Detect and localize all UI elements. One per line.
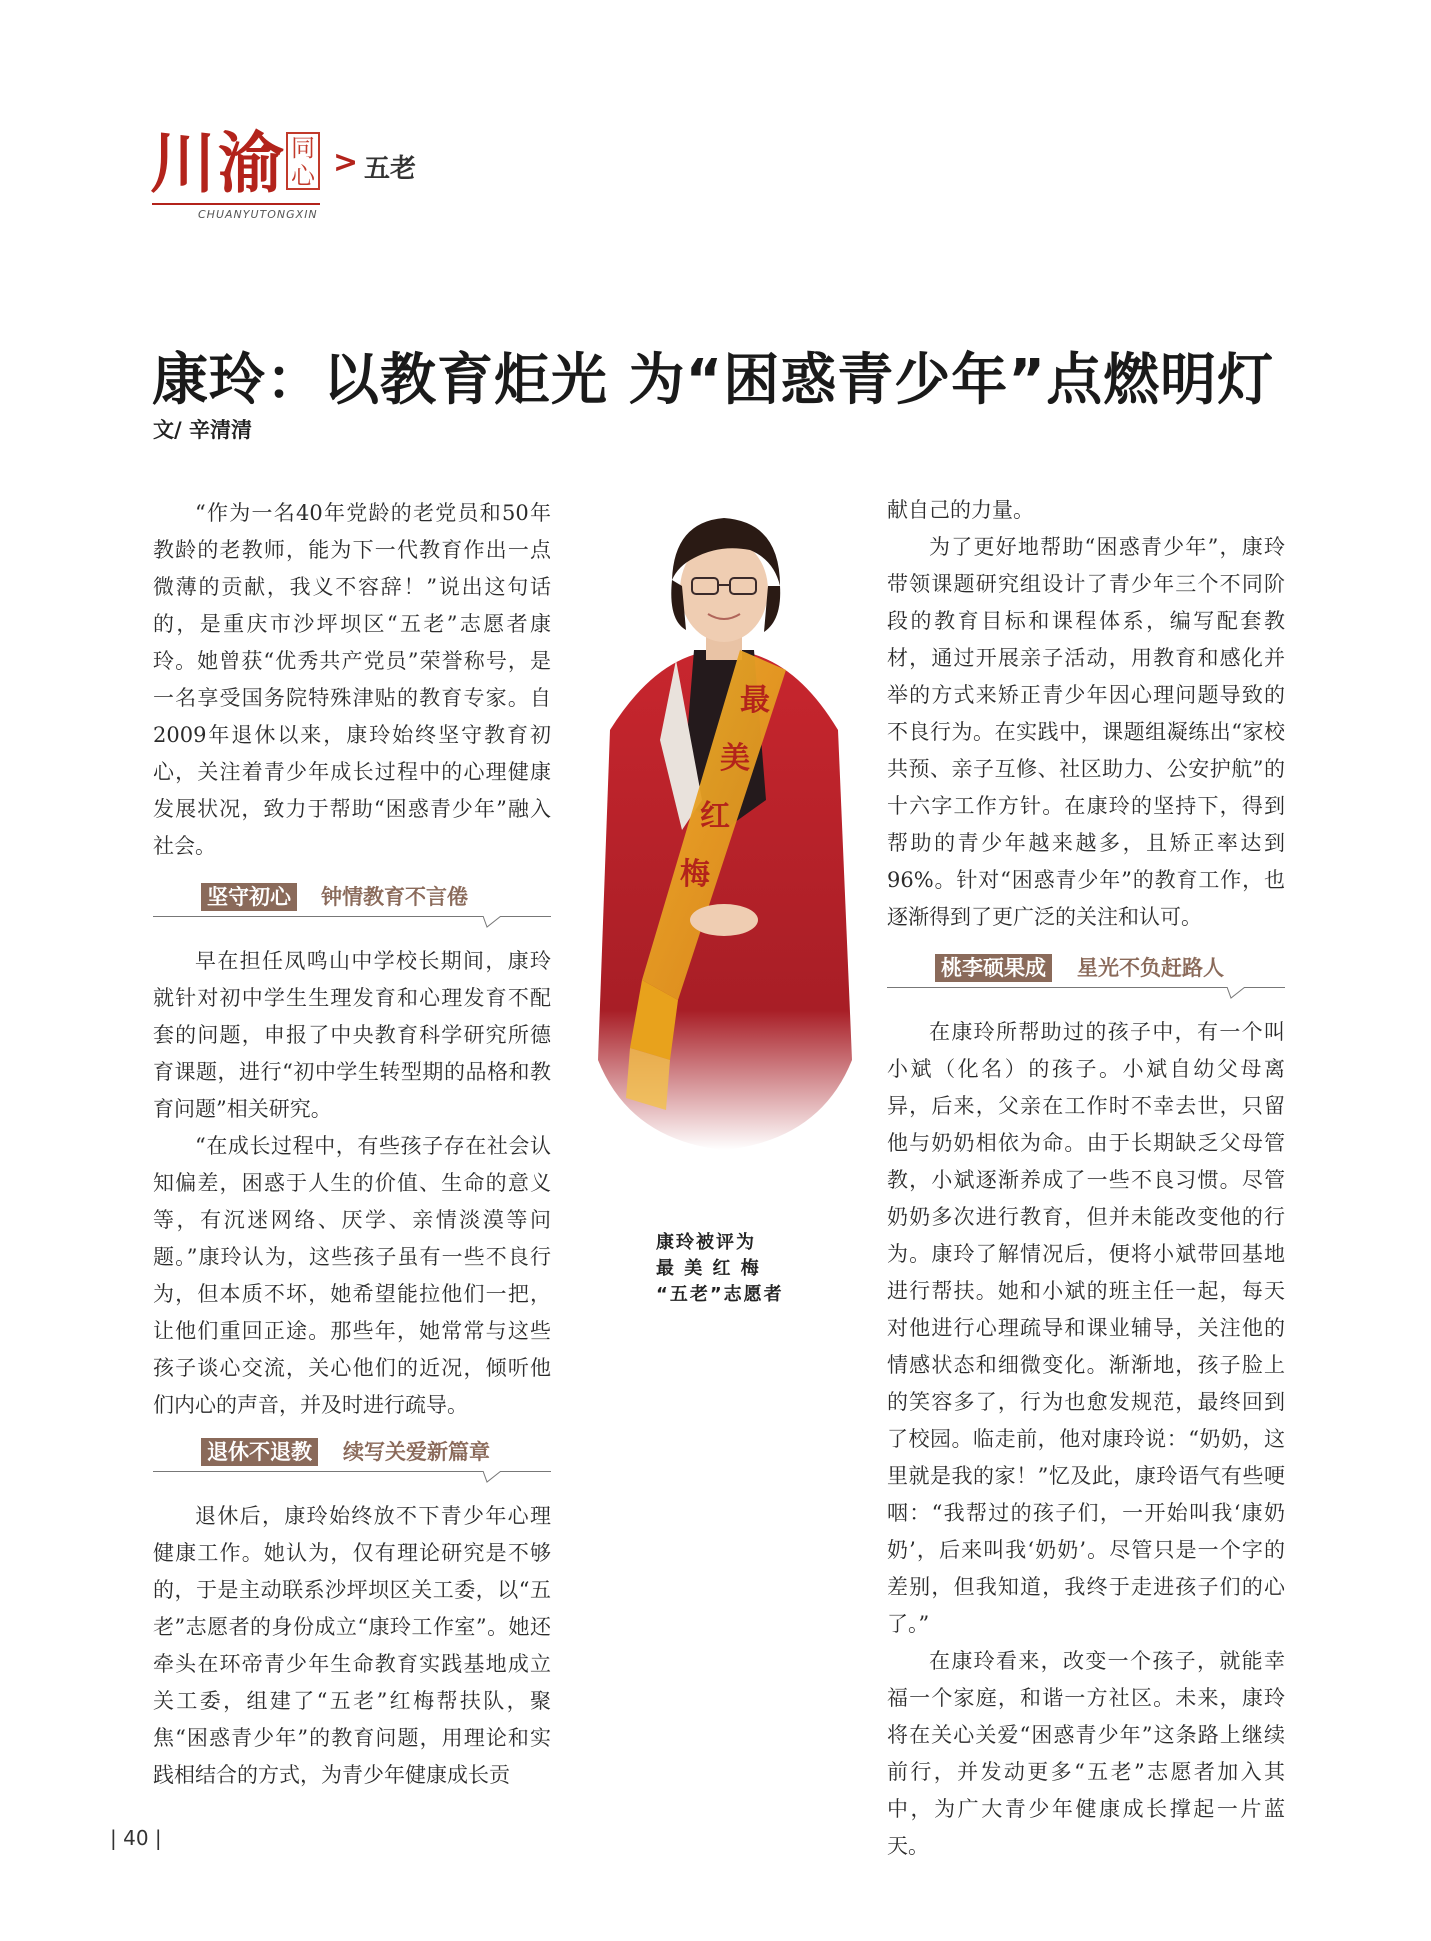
section-name: 五老 (364, 154, 417, 184)
speech-notch-icon (1227, 987, 1245, 999)
right-column (887, 492, 1285, 1865)
speech-notch-icon (483, 916, 501, 928)
article-byline: 文/ 辛清清 (153, 418, 252, 442)
section-heading-tag: 坚守初心 (201, 883, 297, 911)
section-heading-tag: 退休不退教 (201, 1438, 318, 1466)
sash-char: 梅 (680, 857, 710, 892)
body-paragraph: 早在担任凤鸣山中学校长期间，康玲就针对初中学生生理发育和心理发育不配套的问题，申报了中央教育科学研究所德育课题，进行“初中学生转型期的品格和教育问题”相关研究。 (153, 949, 551, 1121)
sash-char: 红 (700, 799, 730, 834)
chevron-right-icon: > (333, 145, 359, 180)
section-heading-subtitle: 续写关爱新篇章 (343, 1440, 490, 1464)
section-heading-3 (887, 954, 1285, 990)
logo-divider (152, 203, 320, 205)
speech-notch-icon (483, 1471, 501, 1483)
section-heading-1 (153, 883, 551, 919)
sash-char: 最 (740, 683, 770, 718)
intro-paragraph: “作为一名40年党龄的老党员和50年教龄的老教师，能为下一代教育作出一点微薄的贡献，我义不容辞！”说出这句话的，是重庆市沙坪坝区“五老”志愿者康玲。她曾获“优秀共产党员”荣誉称号，是一名享受国务院特殊津贴的教育专家。自2009年退休以来，康玲始终坚守教育初心，关注着青少年成长过程中的心理健康发展状况，致力于帮助“困惑青少年”融入社会。 (153, 501, 551, 858)
article-title: 康玲：以教育炬光 为“困惑青少年”点燃明灯 (152, 348, 1275, 413)
body-paragraph: 在康玲看来，改变一个孩子，就能幸福一个家庭，和谐一方社区。未来，康玲将在关心关爱“困惑青少年”这条路上继续前行，并发动更多“五老”志愿者加入其中，为广大青少年健康成长撑起一片蓝天。 (887, 1649, 1285, 1858)
photo-caption (656, 1230, 796, 1308)
caption-line: “五老”志愿者 (656, 1284, 784, 1305)
sash-char: 美 (720, 741, 750, 776)
section-heading-subtitle: 星光不负赶路人 (1077, 956, 1224, 980)
magazine-logo-box: 同心 (286, 132, 320, 190)
section-heading-tag: 桃李硕果成 (935, 954, 1052, 982)
portrait-photo (590, 500, 858, 1190)
heading-rule (887, 987, 1285, 988)
caption-line: 最 美 红 梅 (656, 1258, 761, 1279)
magazine-logo: 川渝 (150, 124, 286, 202)
caption-line: 康玲被评为 (656, 1232, 756, 1253)
continued-text: 献自己的力量。 (887, 498, 1034, 522)
section-heading-subtitle: 钟情教育不言倦 (321, 885, 468, 909)
section-heading-2 (153, 1438, 551, 1474)
body-paragraph: 退休后，康玲始终放不下青少年心理健康工作。她认为，仅有理论研究是不够的，于是主动联系沙坪坝区关工委，以“五老”志愿者的身份成立“康玲工作室”。她还牵头在环帝青少年生命教育实践基地成立关工委，组建了“五老”红梅帮扶队，聚焦“困惑青少年”的教育问题，用理论和实践相结合的方式，为青少年健康成长贡 (153, 1504, 551, 1787)
body-paragraph: 为了更好地帮助“困惑青少年”，康玲带领课题研究组设计了青少年三个不同阶段的教育目标和课程体系，编写配套教材，通过开展亲子活动，用教育和感化并举的方式来矫正青少年因心理问题导致的不良行为。在实践中，课题组凝练出“家校共预、亲子互修、社区助力、公安护航”的十六字工作方针。在康玲的坚持下，得到帮助的青少年越来越多，且矫正率达到96%。针对“困惑青少年”的教育工作，也逐渐得到了更广泛的关注和认可。 (887, 535, 1285, 929)
left-column (153, 495, 551, 1794)
page-number: | 40 | (110, 1826, 162, 1850)
body-paragraph: “在成长过程中，有些孩子存在社会认知偏差，困惑于人生的价值、生命的意义等，有沉迷网络、厌学、亲情淡漠等问题。”康玲认为，这些孩子虽有一些不良行为，但本质不坏，她希望能拉他们一把，让他们重回正途。那些年，她常常与这些孩子谈心交流，关心他们的近况，倾听他们内心的声音，并及时进行疏导。 (153, 1134, 551, 1417)
body-paragraph: 在康玲所帮助过的孩子中，有一个叫小斌（化名）的孩子。小斌自幼父母离异，后来，父亲在工作时不幸去世，只留他与奶奶相依为命。由于长期缺乏父母管教，小斌逐渐养成了一些不良习惯。尽管奶奶多次进行教育，但并未能改变他的行为。康玲了解情况后，便将小斌带回基地进行帮扶。她和小斌的班主任一起，每天对他进行心理疏导和课业辅导，关注他的情感状态和细微变化。渐渐地，孩子脸上的笑容多了，行为也愈发规范，最终回到了校园。临走前，他对康玲说：“奶奶，这里就是我的家！”忆及此，康玲语气有些哽咽：“我帮过的孩子们，一开始叫我‘康奶奶’，后来叫我‘奶奶’。尽管只是一个字的差别，但我知道，我终于走进孩子们的心了。” (887, 1020, 1285, 1636)
logo-pinyin: CHUANYUTONGXIN (198, 208, 318, 221)
